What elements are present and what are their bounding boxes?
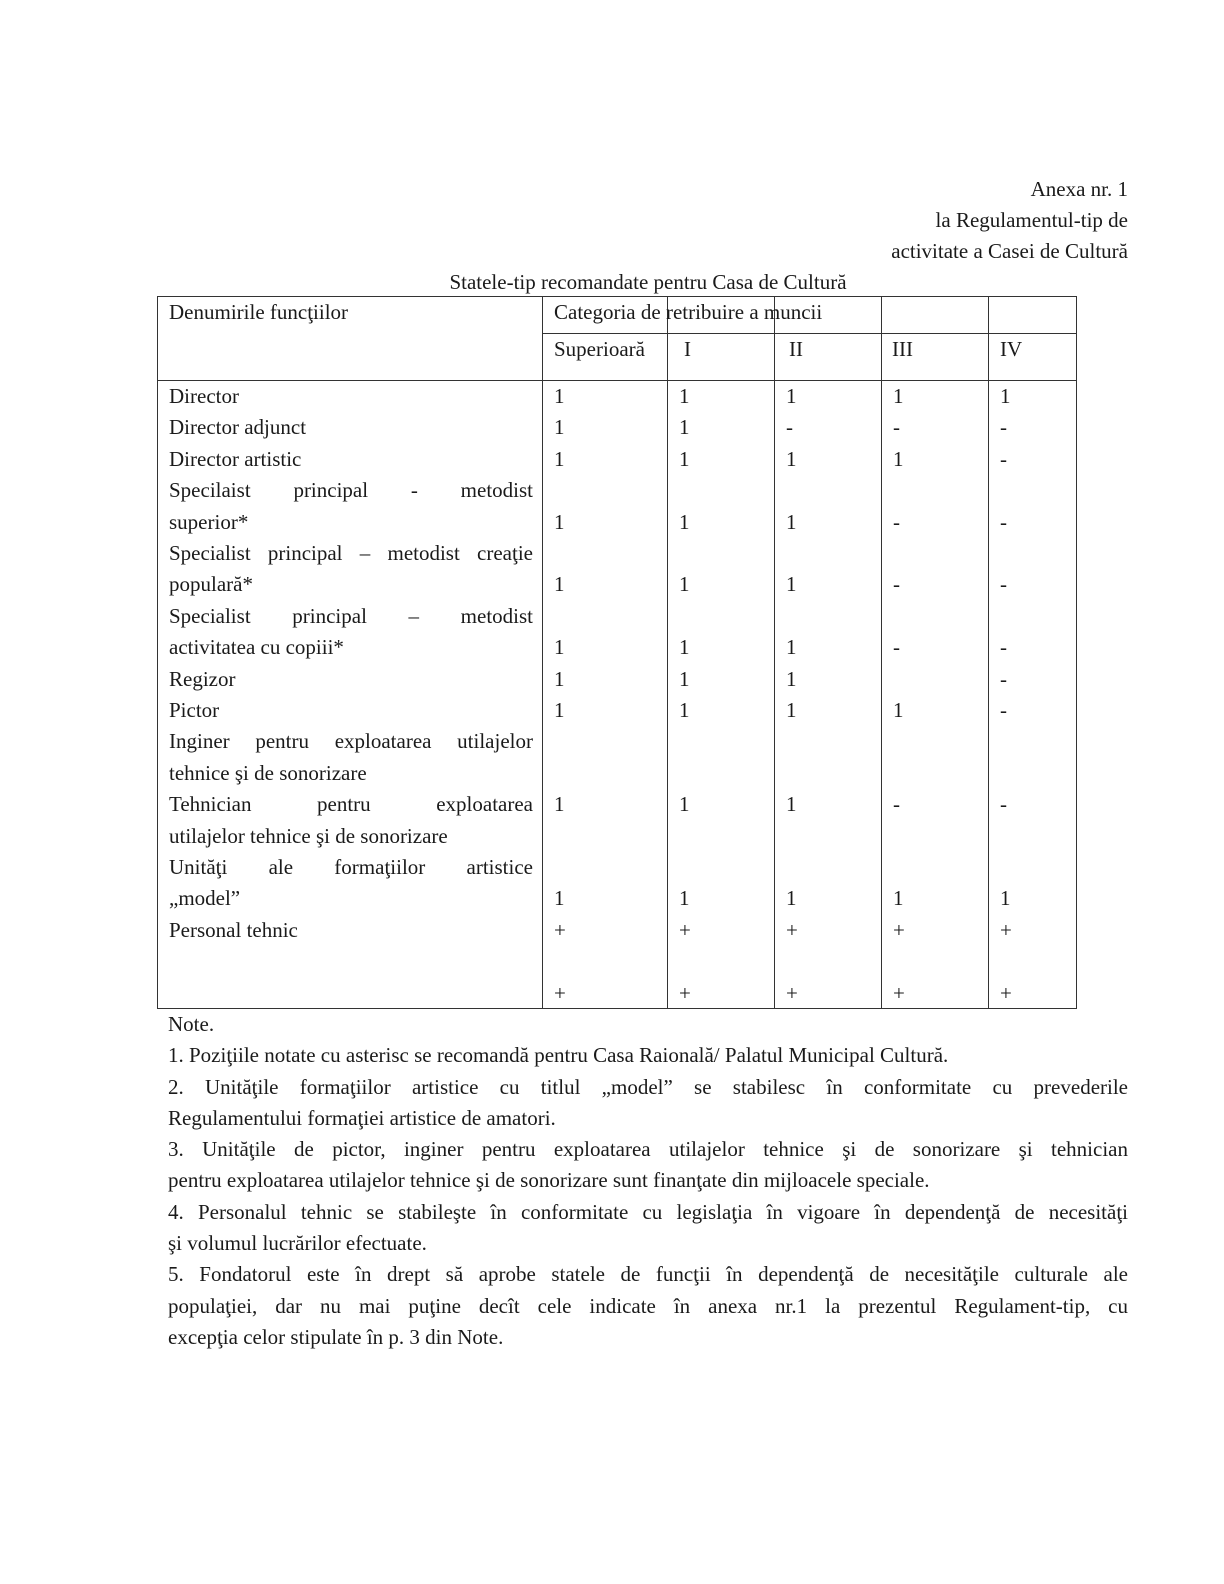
staffing-table [157,296,1077,1009]
table-cell-value: + [554,917,566,942]
table-cell-value: - [1000,509,1007,534]
table-cell-value: + [554,980,566,1005]
row-label-line: populară* [169,572,253,597]
column-header-category: III [892,337,913,361]
table-cell-value: 1 [554,666,565,691]
row-label-line: Director artistic [169,446,302,471]
table-cell-value: 1 [679,666,690,691]
table-cell-value: - [1000,415,1007,440]
note-line: 3. Unităţile de pictor, inginer pentru exploatarea utilajelor tehnice şi de sonorizare şi tehnician [168,1137,1128,1162]
column-divider [542,297,543,1008]
table-cell-value: 1 [786,446,797,471]
table-cell-value: 1 [893,698,904,722]
table-cell-value: 1 [786,886,797,911]
table-cell-value: - [1000,572,1007,597]
table-cell-value: + [1000,980,1012,1005]
table-cell-value: 1 [554,635,565,660]
table-cell-value: 1 [786,635,797,660]
table-cell-value: 1 [786,509,797,534]
table-title: Statele-tip recomandate pentru Casa de Cultură [449,270,847,294]
table-cell-value: 1 [679,509,690,534]
row-label-line: Regizor [169,666,236,691]
note-line: 2. Unităţile formaţiilor artistice cu titlul „model” se stabilesc în conformitate cu prevederile [168,1074,1128,1099]
annex-number: Anexa nr. 1 [1030,177,1128,201]
row-label-line: Inginer pentru exploatarea utilajelor [169,729,533,754]
table-cell-value: - [893,572,900,597]
table-cell-value: 1 [554,509,565,534]
table-cell-value: 1 [679,886,690,911]
row-label-line: Tehnician pentru exploatarea [169,792,533,817]
column-divider [774,297,775,1008]
row-label-line: activitatea cu copiii* [169,635,344,660]
table-cell-value: + [679,917,691,942]
note-line: populaţiei, dar nu mai puţine decît cele indicate în anexa nr.1 la prezentul Regulament-tip, cu [168,1293,1128,1318]
row-label-line: Personal tehnic [169,917,298,942]
table-cell-value: - [786,415,793,440]
row-label-line: Pictor [169,698,220,722]
column-divider [881,297,882,1008]
column-header-category: Superioară [554,337,645,361]
table-cell-value: 1 [679,446,690,471]
table-cell-value: + [786,980,798,1005]
table-cell-value: 1 [786,792,797,817]
table-cell-value: 1 [893,886,904,911]
table-cell-value: 1 [786,666,797,691]
table-cell-value: 1 [554,886,565,911]
column-divider [988,297,989,1008]
row-label-line: Director adjunct [169,415,307,440]
note-line: 1. Poziţiile notate cu asterisc se recomandă pentru Casa Raională/ Palatul Municipal Cultură. [168,1043,949,1068]
row-label-line: Specilaist principal - metodist [169,478,533,503]
table-cell-value: + [893,980,905,1005]
table-cell-value: + [1000,917,1012,942]
table-cell-value: - [893,792,900,817]
annex-reference-line-2: activitate a Casei de Cultură [891,239,1128,263]
row-label-line: Specialist principal – metodist [169,603,533,628]
note-line: pentru exploatarea utilajelor tehnice şi de sonorizare sunt finanţate din mijloacele speciale. [168,1168,930,1193]
table-cell-value: 1 [679,415,690,440]
row-label-line: utilajelor tehnice şi de sonorizare [169,823,448,848]
row-label-line: Specialist principal – metodist creaţie [169,541,533,565]
table-cell-value: + [679,980,691,1005]
table-cell-value: 1 [554,415,565,440]
table-cell-value: 1 [679,384,690,408]
table-cell-value: 1 [679,572,690,597]
table-cell-value: 1 [893,384,904,408]
row-label-line: „model” [169,886,241,911]
notes-section [168,1009,1128,1353]
table-cell-value: 1 [786,698,797,722]
table-cell-value: + [893,917,905,942]
table-cell-value: 1 [554,698,565,722]
note-line: 4. Personalul tehnic se stabileşte în conformitate cu legislaţia în vigoare în dependenţă de necesităţi [168,1199,1128,1224]
table-cell-value: 1 [893,446,904,471]
column-group-header: Categoria de retribuire a muncii [554,300,823,324]
column-header-category: II [789,337,803,361]
table-cell-value: - [1000,666,1007,691]
table-cell-value: 1 [679,635,690,660]
table-cell-value: - [1000,446,1007,471]
row-label-line: tehnice şi de sonorizare [169,760,367,785]
row-label-line: Director [169,384,239,408]
annex-reference-line-1: la Regulamentul-tip de [935,208,1128,232]
row-label-line: Unităţi ale formaţiilor artistice [169,855,533,879]
note-line: Regulamentului formaţiei artistice de amatori. [168,1105,556,1130]
note-line: 5. Fondatorul este în drept să aprobe statele de funcţii în dependenţă de necesităţile culturale ale [168,1262,1128,1287]
note-line: excepţia celor stipulate în p. 3 din Note. [168,1324,504,1349]
table-cell-value: 1 [679,698,690,722]
table-cell-value: 1 [786,572,797,597]
table-cell-value: 1 [1000,384,1011,408]
notes-heading: Note. [168,1012,215,1036]
table-cell-value: - [893,635,900,660]
table-cell-value: - [1000,792,1007,817]
table-cell-value: 1 [679,792,690,817]
table-cell-value: 1 [1000,886,1011,911]
table-cell-value: - [1000,698,1007,722]
column-divider [667,297,668,1008]
table-cell-value: - [893,415,900,440]
row-label-line: superior* [169,509,249,534]
column-header-category: IV [1000,337,1023,361]
table-cell-value: 1 [554,446,565,471]
table-cell-value: 1 [554,792,565,817]
table-cell-value: + [786,917,798,942]
note-line: şi volumul lucrărilor efectuate. [168,1231,427,1256]
column-header-functions: Denumirile funcţiilor [169,300,349,324]
table-cell-value: 1 [786,384,797,408]
table-cell-value: - [893,509,900,534]
column-header-category: I [684,337,691,361]
table-cell-value: 1 [554,572,565,597]
notes-list [168,1040,1128,1353]
table-cell-value: - [1000,635,1007,660]
table-cell-value: 1 [554,384,565,408]
